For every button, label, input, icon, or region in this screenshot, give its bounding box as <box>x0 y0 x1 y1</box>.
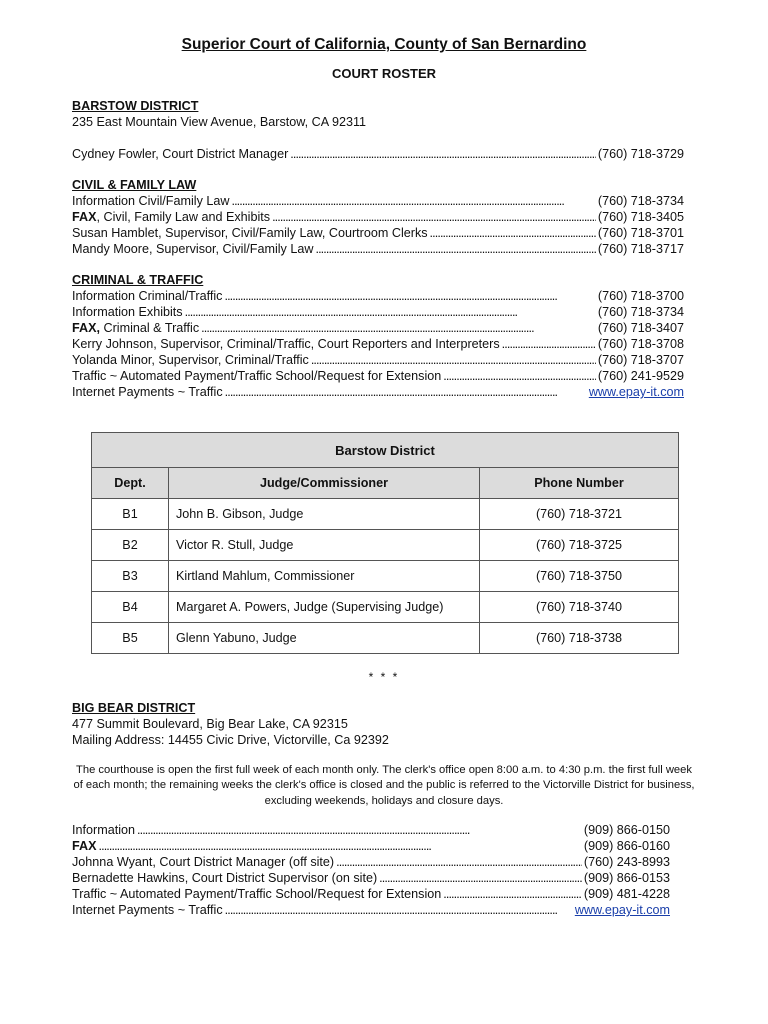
contact-label-text: Bernadette Hawkins, Court District Supervisor (on site) <box>72 871 378 885</box>
contact-row <box>72 320 684 336</box>
contact-row <box>72 838 670 854</box>
contact-phone: (909) 866-0150 <box>583 823 670 837</box>
contact-label <box>72 870 377 886</box>
judge-cell: Margaret A. Powers, Judge (Supervising Judge) <box>169 592 480 623</box>
table-row <box>92 561 679 592</box>
contact-phone: (909) 481-4228 <box>583 887 670 901</box>
table-row <box>92 592 679 623</box>
contact-label-text: Kerry Johnson, Supervisor, Criminal/Traffic, Court Reporters and Interpreters <box>72 337 500 351</box>
contact-label-text: Internet Payments ~ Traffic <box>72 385 223 399</box>
contact-label-text: Susan Hamblet, Supervisor, Civil/Family Law, Courtroom Clerks <box>72 226 428 240</box>
contact-row <box>72 822 670 838</box>
contact-label-text: , Civil, Family Law and Exhibits <box>96 210 271 224</box>
contact-label <box>72 902 223 918</box>
leader-dots <box>502 336 596 352</box>
contact-label <box>72 336 500 352</box>
leader-dots <box>443 368 596 384</box>
leader-dots <box>379 870 582 886</box>
leader-dots <box>185 304 596 320</box>
contact-label-text: Information Exhibits <box>72 305 183 319</box>
leader-dots <box>311 352 596 368</box>
contact-label <box>72 288 222 304</box>
leader-dots <box>224 288 595 304</box>
contact-row <box>72 352 684 368</box>
leader-dots <box>231 193 595 209</box>
contact-row <box>72 209 684 225</box>
contact-phone: (760) 718-3734 <box>597 194 684 208</box>
page-title: Superior Court of California, County of San Bernardino <box>181 36 587 53</box>
table-row <box>92 623 679 654</box>
barstow-manager-row <box>72 146 684 162</box>
epay-link[interactable]: www.epay-it.com <box>574 903 670 917</box>
contact-label-bold: FAX <box>72 839 97 853</box>
contact-label-text: Information Civil/Family Law <box>72 194 230 208</box>
contact-label <box>72 352 309 368</box>
contact-phone: (760) 718-3707 <box>597 353 684 367</box>
contact-phone: (760) 718-3407 <box>597 321 684 335</box>
contact-label-bold: FAX, <box>72 321 100 335</box>
leader-dots <box>272 209 596 225</box>
contact-phone: (760) 718-3717 <box>597 242 684 256</box>
manager-label: Cydney Fowler, Court District Manager <box>72 147 289 161</box>
contact-phone: (760) 718-3405 <box>597 210 684 224</box>
contact-label-text: Traffic ~ Automated Payment/Traffic School/Request for Extension <box>72 369 442 383</box>
bigbear-notice: The courthouse is open the first full week of each month only. The clerk's office open 8:00 a.m. to 4:30 p.m. the first full week of each month; the remaining weeks the clerk's office is closed and the public is referred to the Victorville District for business, excluding weekends, holidays and closure days. <box>73 764 695 807</box>
criminal-contact-list <box>72 288 684 400</box>
criminal-heading: CRIMINAL & TRAFFIC <box>72 273 204 287</box>
phone-cell: (760) 718-3725 <box>480 530 679 561</box>
phone-cell: (760) 718-3738 <box>480 623 679 654</box>
dept-cell: B5 <box>92 623 169 654</box>
contact-label <box>72 193 229 209</box>
table-row <box>92 499 679 530</box>
bigbear-contact-list <box>72 822 670 918</box>
contact-phone: (760) 243-8993 <box>583 855 670 869</box>
judge-cell: Glenn Yabuno, Judge <box>169 623 480 654</box>
contact-phone: (909) 866-0160 <box>583 839 670 853</box>
judge-cell: Victor R. Stull, Judge <box>169 530 480 561</box>
contact-label-text: Internet Payments ~ Traffic <box>72 903 223 917</box>
leader-dots <box>137 822 582 838</box>
contact-row <box>72 225 684 241</box>
contact-row <box>72 241 684 257</box>
contact-label-text: Information Criminal/Traffic <box>72 289 223 303</box>
bigbear-address: 477 Summit Boulevard, Big Bear Lake, CA 92315 <box>72 717 348 731</box>
col-header-phone: Phone Number <box>480 468 679 499</box>
contact-label <box>72 854 334 870</box>
page-subtitle: COURT ROSTER <box>332 66 436 81</box>
contact-row <box>72 336 684 352</box>
barstow-section <box>72 98 684 130</box>
dept-cell: B3 <box>92 561 169 592</box>
leader-dots <box>225 384 587 400</box>
contact-phone: (760) 718-3734 <box>597 305 684 319</box>
contact-row <box>72 368 684 384</box>
contact-phone: (909) 866-0153 <box>583 871 670 885</box>
leader-dots <box>290 146 596 162</box>
barstow-heading: BARSTOW DISTRICT <box>72 99 199 113</box>
contact-phone: (760) 718-3708 <box>597 337 684 351</box>
epay-link[interactable]: www.epay-it.com <box>588 385 684 399</box>
contact-label-text: Traffic ~ Automated Payment/Traffic School/Request for Extension <box>72 887 442 901</box>
contact-label-text: Information <box>72 823 135 837</box>
phone-cell: (760) 718-3740 <box>480 592 679 623</box>
contact-row <box>72 902 670 918</box>
contact-row <box>72 854 670 870</box>
dept-cell: B2 <box>92 530 169 561</box>
contact-row <box>72 193 684 209</box>
dept-cell: B4 <box>92 592 169 623</box>
contact-label-text: Mandy Moore, Supervisor, Civil/Family Law <box>72 242 314 256</box>
bigbear-mailing-address: Mailing Address: 14455 Civic Drive, Victorville, Ca 92392 <box>72 733 389 747</box>
contact-phone: (760) 718-3701 <box>597 226 684 240</box>
contact-row <box>72 870 670 886</box>
manager-phone: (760) 718-3729 <box>597 147 684 161</box>
civil-heading: CIVIL & FAMILY LAW <box>72 178 197 192</box>
phone-cell: (760) 718-3750 <box>480 561 679 592</box>
contact-row <box>72 288 684 304</box>
leader-dots <box>225 902 573 918</box>
leader-dots <box>315 241 595 257</box>
contact-label <box>72 241 313 257</box>
leader-dots <box>443 886 582 902</box>
contact-label <box>72 368 441 384</box>
table-caption: Barstow District <box>92 433 679 468</box>
contact-label <box>72 886 441 902</box>
contact-phone: (760) 241-9529 <box>597 369 684 383</box>
section-separator: * * * <box>368 670 400 684</box>
contact-label <box>72 225 428 241</box>
leader-dots <box>201 320 596 336</box>
contact-row <box>72 304 684 320</box>
table-row <box>92 530 679 561</box>
barstow-judges-table <box>91 432 679 654</box>
leader-dots <box>430 225 596 241</box>
contact-label <box>72 822 135 838</box>
contact-phone: (760) 718-3700 <box>597 289 684 303</box>
phone-cell: (760) 718-3721 <box>480 499 679 530</box>
col-header-judge: Judge/Commissioner <box>169 468 480 499</box>
judge-cell: John B. Gibson, Judge <box>169 499 480 530</box>
bigbear-section <box>72 700 684 748</box>
contact-label <box>72 304 183 320</box>
civil-family-section <box>72 177 684 257</box>
contact-label-text: Criminal & Traffic <box>100 321 200 335</box>
contact-row <box>72 384 684 400</box>
barstow-address: 235 East Mountain View Avenue, Barstow, CA 92311 <box>72 115 367 129</box>
contact-label <box>72 320 199 336</box>
dept-cell: B1 <box>92 499 169 530</box>
col-header-dept: Dept. <box>92 468 169 499</box>
judge-cell: Kirtland Mahlum, Commissioner <box>169 561 480 592</box>
civil-contact-list <box>72 193 684 257</box>
leader-dots <box>99 838 582 854</box>
leader-dots <box>336 854 582 870</box>
contact-label <box>72 838 97 854</box>
contact-label <box>72 209 270 225</box>
contact-label-bold: FAX <box>72 210 97 224</box>
contact-row <box>72 886 670 902</box>
contact-label-text: Yolanda Minor, Supervisor, Criminal/Traffic <box>72 353 309 367</box>
criminal-traffic-section <box>72 272 684 400</box>
bigbear-contacts <box>72 822 670 918</box>
contact-label-text: Johnna Wyant, Court District Manager (off site) <box>72 855 335 869</box>
bigbear-heading: BIG BEAR DISTRICT <box>72 701 196 715</box>
contact-label <box>72 384 223 400</box>
